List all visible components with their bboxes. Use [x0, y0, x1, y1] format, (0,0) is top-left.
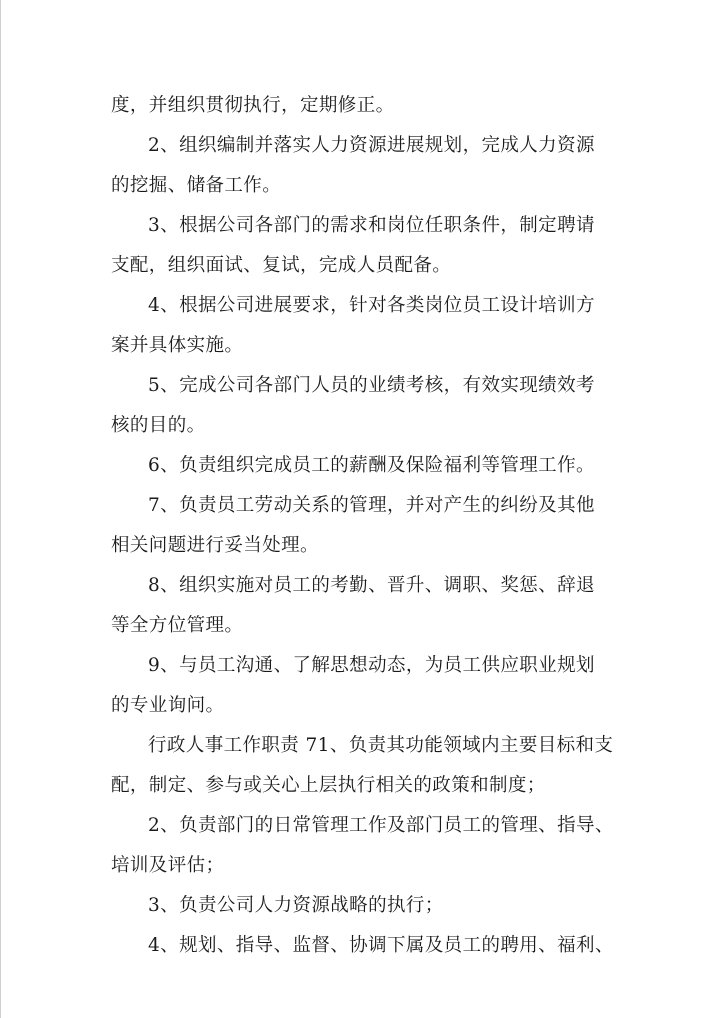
list-item-5-line-1: 5、完成公司各部门人员的业绩考核，有效实现绩效考 — [148, 375, 595, 396]
list-item-4-line-1: 4、根据公司进展要求，针对各类岗位员工设计培训方 — [148, 295, 595, 316]
list-item-7-line-2: 相关问题进行妥当处理。 — [111, 535, 319, 556]
list-item-3-line-2: 支配，组织面试、复试，完成人员配备。 — [111, 255, 452, 276]
text-line: 度，并组织贯彻执行，定期修正。 — [111, 95, 395, 116]
duty-3-line-1: 3、负责公司人力资源战略的执行； — [148, 895, 444, 916]
list-item-4-line-2: 案并具体实施。 — [111, 335, 244, 356]
list-item-5-line-2: 核的目的。 — [111, 415, 206, 436]
duty-2-line-1: 2、负责部门的日常管理工作及部门员工的管理、指导、 — [148, 815, 614, 836]
section-heading-line-1: 行政人事工作职责 71、负责其功能领域内主要目标和支 — [148, 735, 614, 756]
list-item-2-line-2: 的挖掘、储备工作。 — [111, 175, 282, 196]
duty-2-line-2: 培训及评估； — [111, 855, 225, 876]
section-heading-line-2: 配，制定、参与或关心上层执行相关的政策和制度； — [111, 775, 546, 796]
list-item-9-line-2: 的专业询问。 — [111, 695, 225, 716]
document-body — [111, 88, 614, 968]
list-item-3-line-1: 3、根据公司各部门的需求和岗位任职条件，制定聘请 — [148, 215, 595, 236]
list-item-2-line-1: 2、组织编制并落实人力资源进展规划，完成人力资源 — [148, 135, 595, 156]
list-item-8-line-2: 等全方位管理。 — [111, 615, 244, 636]
list-item-8-line-1: 8、组织实施对员工的考勤、晋升、调职、奖惩、辞退 — [148, 575, 595, 596]
list-item-6-line-1: 6、负责组织完成员工的薪酬及保险福利等管理工作。 — [148, 455, 595, 476]
list-item-9-line-1: 9、与员工沟通、了解思想动态，为员工供应职业规划 — [148, 655, 595, 676]
list-item-7-line-1: 7、负责员工劳动关系的管理，并对产生的纠纷及其他 — [148, 495, 595, 516]
duty-4-line-1: 4、规划、指导、监督、协调下属及员工的聘用、福利、 — [148, 935, 614, 956]
